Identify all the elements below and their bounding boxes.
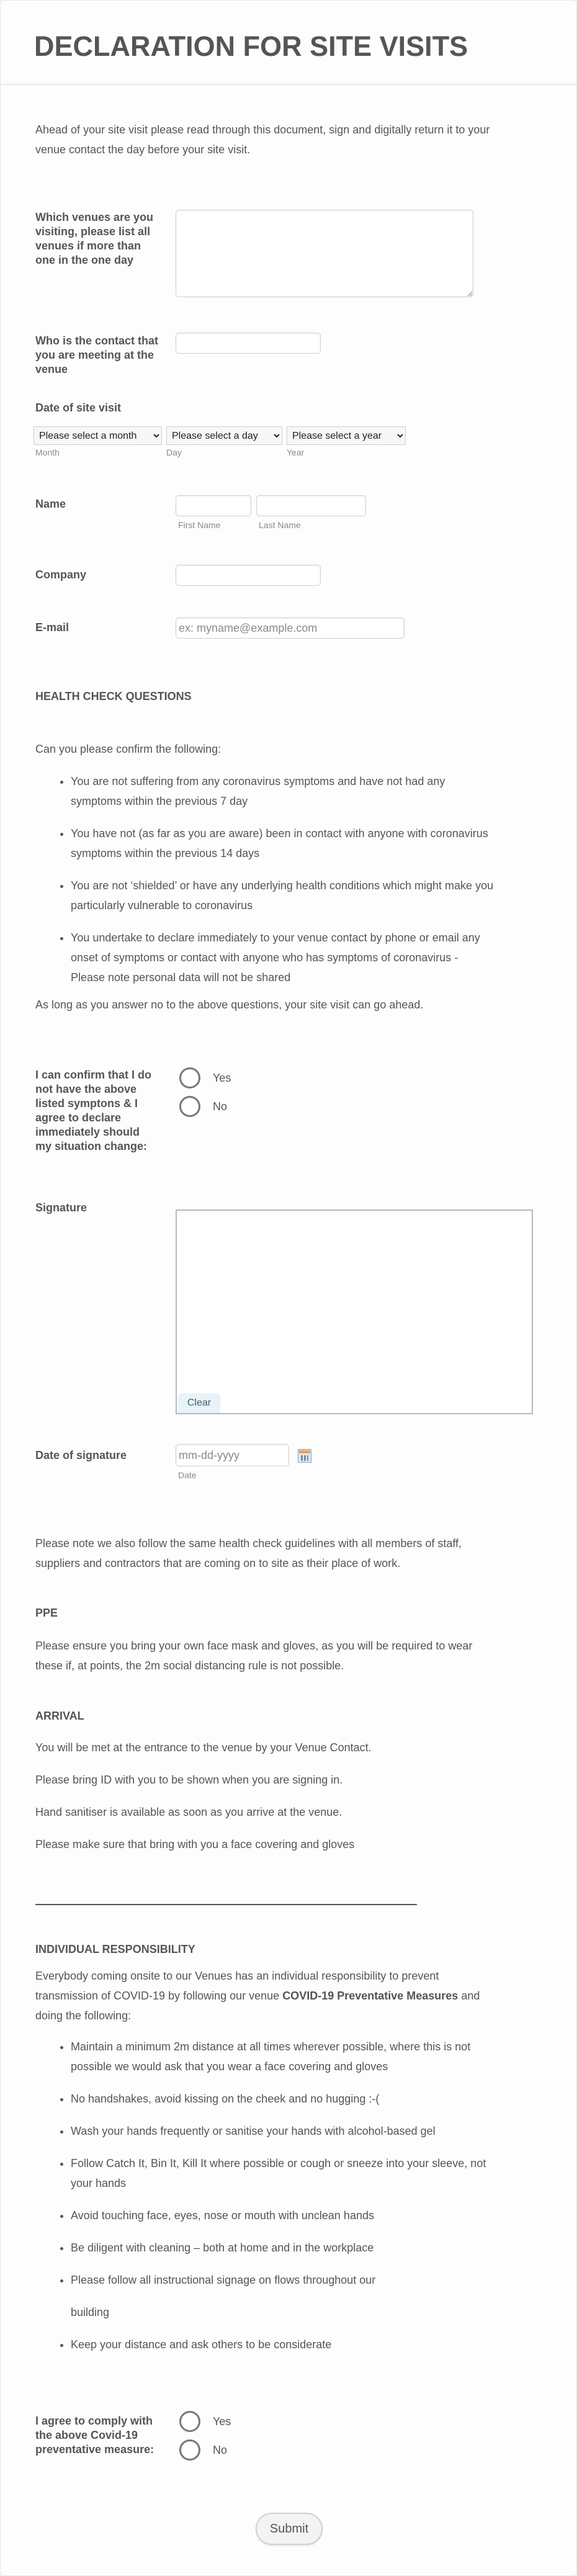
responsibility-title: INDIVIDUAL RESPONSIBILITY — [35, 1943, 195, 1955]
year-select-group — [287, 426, 406, 457]
guidelines-note: Please note we also follow the same health check guidelines with all members of staff, suppliers and contractors that are coming on to site as their place of work. — [35, 1537, 462, 1569]
radio-no[interactable] — [179, 2439, 200, 2461]
day-sublabel: Day — [166, 447, 182, 457]
email-label: E-mail — [35, 621, 69, 634]
radio-yes[interactable] — [179, 2411, 200, 2432]
list-item: • You are not ‘shielded’ or have any underlying health conditions which might make you particularly vulnerable to coronavirus — [71, 876, 544, 915]
confirm-symptoms-radios — [179, 1066, 231, 1121]
list-item: • Avoid touching face, eyes, nose or mouth with unclean hands — [71, 2206, 550, 2225]
signature-date-sublabel: Date — [178, 1470, 197, 1480]
arrival-section: ARRIVAL You will be met at the entrance to the venue by your Venue Contact. Please bring ID with you to be shown when you are signing in. Hand sanitiser is available as soon as you arrive at the venue. Please make sure that bring with you a face covering and gloves — [35, 1710, 372, 1851]
radio-option-yes[interactable]: Yes — [179, 1066, 231, 1090]
venues-textarea[interactable] — [176, 210, 473, 297]
radio-option-no[interactable]: No — [179, 2438, 231, 2462]
year-select[interactable] — [287, 426, 406, 445]
email-input[interactable] — [176, 617, 405, 639]
health-intro: Can you please confirm the following: — [35, 743, 221, 755]
clear-signature-button[interactable]: Clear — [178, 1393, 220, 1413]
year-sublabel: Year — [287, 447, 305, 457]
signature-date-input[interactable] — [176, 1444, 289, 1466]
calendar-icon[interactable] — [298, 1449, 311, 1463]
submit-button[interactable]: Submit — [256, 2513, 323, 2545]
month-select-group — [34, 426, 162, 457]
company-input[interactable] — [176, 565, 321, 586]
preventative-measures-emphasis: COVID-19 Preventative Measures — [282, 1990, 458, 2002]
list-item: • Please follow all instructional signage on flows throughout our building — [71, 2270, 550, 2322]
page-title: DECLARATION FOR SITE VISITS — [34, 30, 468, 62]
last-name-input[interactable] — [256, 495, 366, 516]
radio-yes[interactable] — [179, 1067, 200, 1088]
first-name-sublabel: First Name — [178, 520, 221, 530]
list-item: • Keep your distance and ask others to be considerate — [71, 2335, 550, 2354]
list-item: • You undertake to declare immediately to your venue contact by phone or email any onset of symptoms or contact with anyone who has symptoms of coronavirus - Please note personal data will not be shared — [71, 928, 544, 987]
day-select[interactable] — [166, 426, 282, 445]
list-item: • Maintain a minimum 2m distance at all times wherever possible, where this is not possible we would ask that you wear a face covering and gloves — [71, 2037, 550, 2076]
list-item: • You have not (as far as you are aware) been in contact with anyone with coronavirus symptoms within the previous 14 days — [71, 824, 544, 863]
ppe-title: PPE — [35, 1607, 58, 1619]
list-item: • Be diligent with cleaning – both at home and in the workplace — [71, 2238, 550, 2258]
venues-label: Which venues are you visiting, please list all venues if more than one in the one day — [35, 211, 154, 266]
month-select[interactable] — [34, 426, 162, 445]
signature-pad[interactable] — [176, 1209, 533, 1414]
contact-input[interactable] — [176, 333, 321, 354]
list-item: • Follow Catch It, Bin It, Kill It where possible or cough or sneeze into your sleeve, not your hands — [71, 2153, 550, 2193]
name-fields — [176, 495, 366, 530]
name-label: Name — [35, 498, 66, 510]
list-item: • No handshakes, avoid kissing on the cheek and no hugging :-( — [71, 2089, 550, 2109]
list-item: • You are not suffering from any coronavirus symptoms and have not had any symptoms within the previous 7 day — [71, 771, 544, 811]
agree-measures-label: I agree to comply with the above Covid-19 preventative measure: — [35, 2415, 154, 2456]
health-section — [35, 690, 544, 1015]
radio-option-yes[interactable]: Yes — [179, 2409, 231, 2434]
signature-date-field — [176, 1444, 311, 1480]
list-item: • Wash your hands frequently or sanitise your hands with alcohol-based gel — [71, 2121, 550, 2141]
responsibility-section: INDIVIDUAL RESPONSIBILITY Everybody coming onsite to our Venues has an individual responsibility to prevent transmission of COVID-19 by following our venue COVID-19 Preventative Measures and doing the following: • Maintain a minimum 2m distance at all times wherever possible, where this is not possible we would ask that you wear a face covering and gloves • No handshakes, avoid kissing on the cheek and no hugging :-( • Wash your hands frequently or sanitise your hands with alcohol-based gel • Follow Catch It, Bin It, Kill It where possible or cough or sneeze into your sleeve, not your hands • Avoid touching face, eyes, nose or mouth with unclean hands • Be diligent with cleaning – both at home and in the workplace • Please follow all instructional signage on flows throughout our building • Keep your distance and ask others to be considerate — [35, 1943, 550, 2354]
health-outro: As long as you answer no to the above questions, your site visit can go ahead. — [35, 999, 424, 1011]
visit-date-selects — [34, 426, 406, 457]
section-divider — [35, 1904, 417, 1905]
form-header — [1, 1, 576, 85]
signature-label: Signature — [35, 1201, 87, 1214]
company-label: Company — [35, 568, 87, 581]
radio-option-no[interactable]: No — [179, 1094, 231, 1119]
arrival-title: ARRIVAL — [35, 1710, 84, 1722]
agree-measures-radios — [179, 2409, 231, 2465]
health-title: HEALTH CHECK QUESTIONS — [35, 690, 192, 702]
signature-date-label: Date of signature — [35, 1449, 127, 1461]
intro-text: Ahead of your site visit please read through this document, sign and digitally return it to your venue contact the day before your site visit. — [35, 123, 490, 156]
day-select-group — [166, 426, 282, 457]
contact-label: Who is the contact that you are meeting at the venue — [35, 334, 158, 375]
month-sublabel: Month — [35, 447, 60, 457]
radio-no[interactable] — [179, 1096, 200, 1117]
visit-date-label: Date of site visit — [35, 402, 122, 414]
ppe-section: PPE Please ensure you bring your own face mask and gloves, as you will be required to wear these if, at points, the 2m social distancing rule is not possible. — [35, 1607, 473, 1672]
last-name-sublabel: Last Name — [259, 520, 301, 530]
health-list — [35, 771, 544, 987]
confirm-symptoms-label: I can confirm that I do not have the above listed symptons & I agree to declare immediately should my situation change: — [35, 1069, 152, 1152]
first-name-input[interactable] — [176, 495, 251, 516]
responsibility-list — [35, 2037, 550, 2354]
